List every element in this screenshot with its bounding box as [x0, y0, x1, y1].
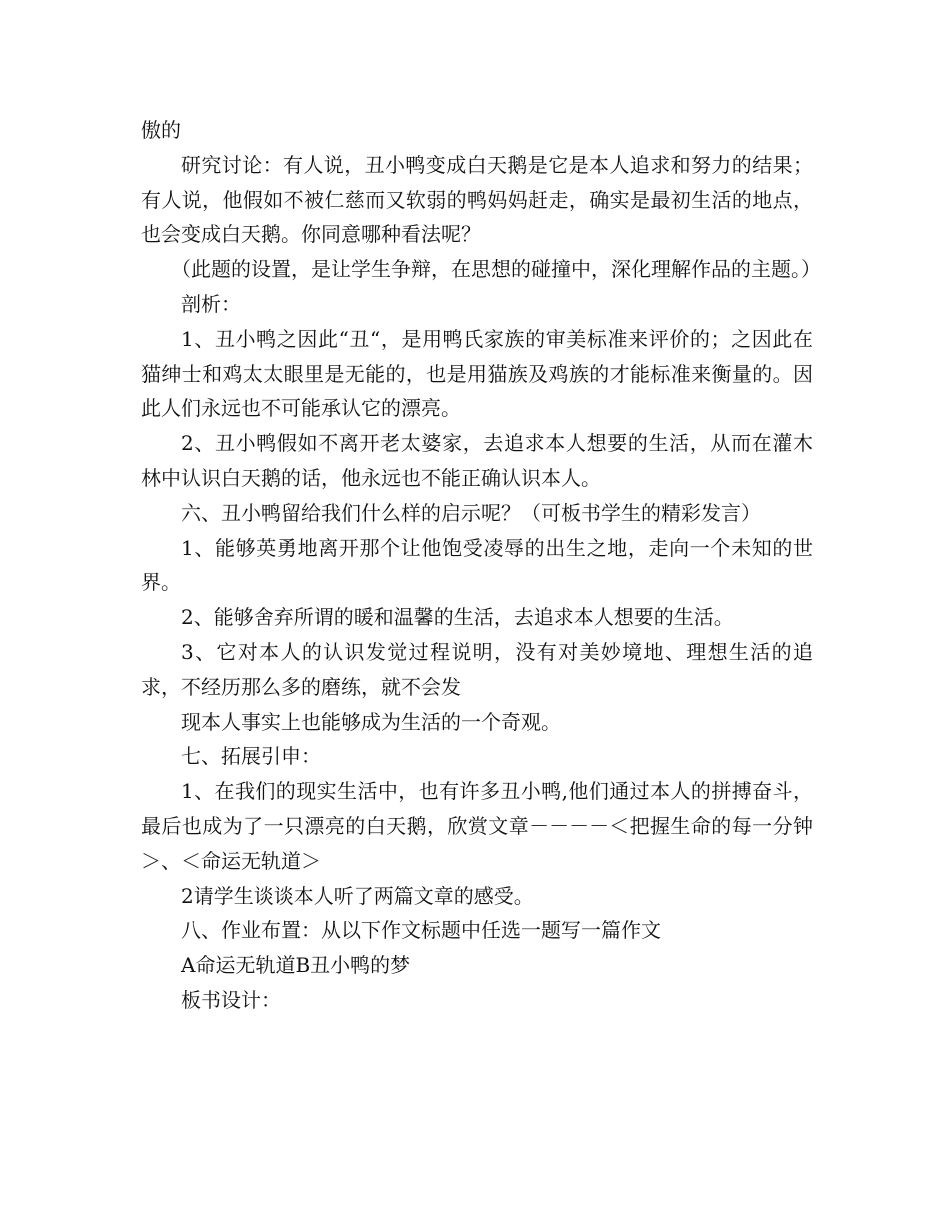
document-body [141, 113, 821, 1018]
paragraph-analysis-heading: 剖析： [181, 291, 241, 316]
paragraph-insight-3: 3、它对本人的认识发觉过程说明，没有对美妙境地、理想生活的追求，不经历那么多的磨练，就不会发 [141, 639, 813, 699]
section-six-heading: 六、丑小鸭留给我们什么样的启示呢？（可板书学生的精彩发言） [181, 500, 761, 525]
paragraph-analysis-1: 1、丑小鸭之因此“丑“，是用鸭氏家族的审美标准来评价的；之因此在猫绅士和鸡太太眼里是无能的，也是用猫族及鸡族的才能标准来衡量的。因此人们永远也不可能承认它的漂亮。 [141, 326, 813, 421]
paragraph-research-discussion: 研究讨论：有人说，丑小鸭变成白天鹅是它是本人追求和努力的结果；有人说，他假如不被仁慈而又软弱的鸭妈妈赶走，确实是最初生活的地点，也会变成白天鹅。你同意哪种看法呢？ [141, 152, 813, 247]
paragraph-extension-1: 1、在我们的现实生活中，也有许多丑小鸭,他们通过本人的拼搏奋斗，最后也成为了一只漂亮的白天鹅，欣赏文章－－－－＜把握生命的每一分钟＞、＜命运无轨道＞ [141, 779, 813, 873]
paragraph-blackboard-design: 板书设计： [181, 987, 281, 1012]
paragraph-insight-2: 2、能够舍弃所谓的暖和温馨的生活，去追求本人想要的生活。 [181, 605, 734, 630]
paragraph-continuation: 傲的 [141, 118, 181, 142]
section-eight-heading: 八、作业布置：从以下作文标题中任选一题写一篇作文 [181, 918, 661, 943]
paragraph-question-note: （此题的设置，是让学生争辩，在思想的碰撞中，深化理解作品的主题。） [171, 257, 821, 282]
paragraph-analysis-2: 2、丑小鸭假如不离开老太婆家，去追求本人想要的生活，从而在灌木林中认识白天鹅的话，他永远也不能正确认识本人。 [141, 431, 813, 490]
paragraph-insight-3-continued: 现本人事实上也能够成为生活的一个奇观。 [181, 709, 561, 734]
paragraph-insight-1: 1、能够英勇地离开那个让他饱受凌辱的出生之地，走向一个未知的世界。 [141, 535, 813, 595]
paragraph-extension-2: 2请学生谈谈本人听了两篇文章的感受。 [181, 883, 534, 908]
section-seven-heading: 七、拓展引申： [181, 744, 321, 769]
paragraph-essay-topics: A命运无轨道B丑小鸭的梦 [181, 953, 411, 978]
